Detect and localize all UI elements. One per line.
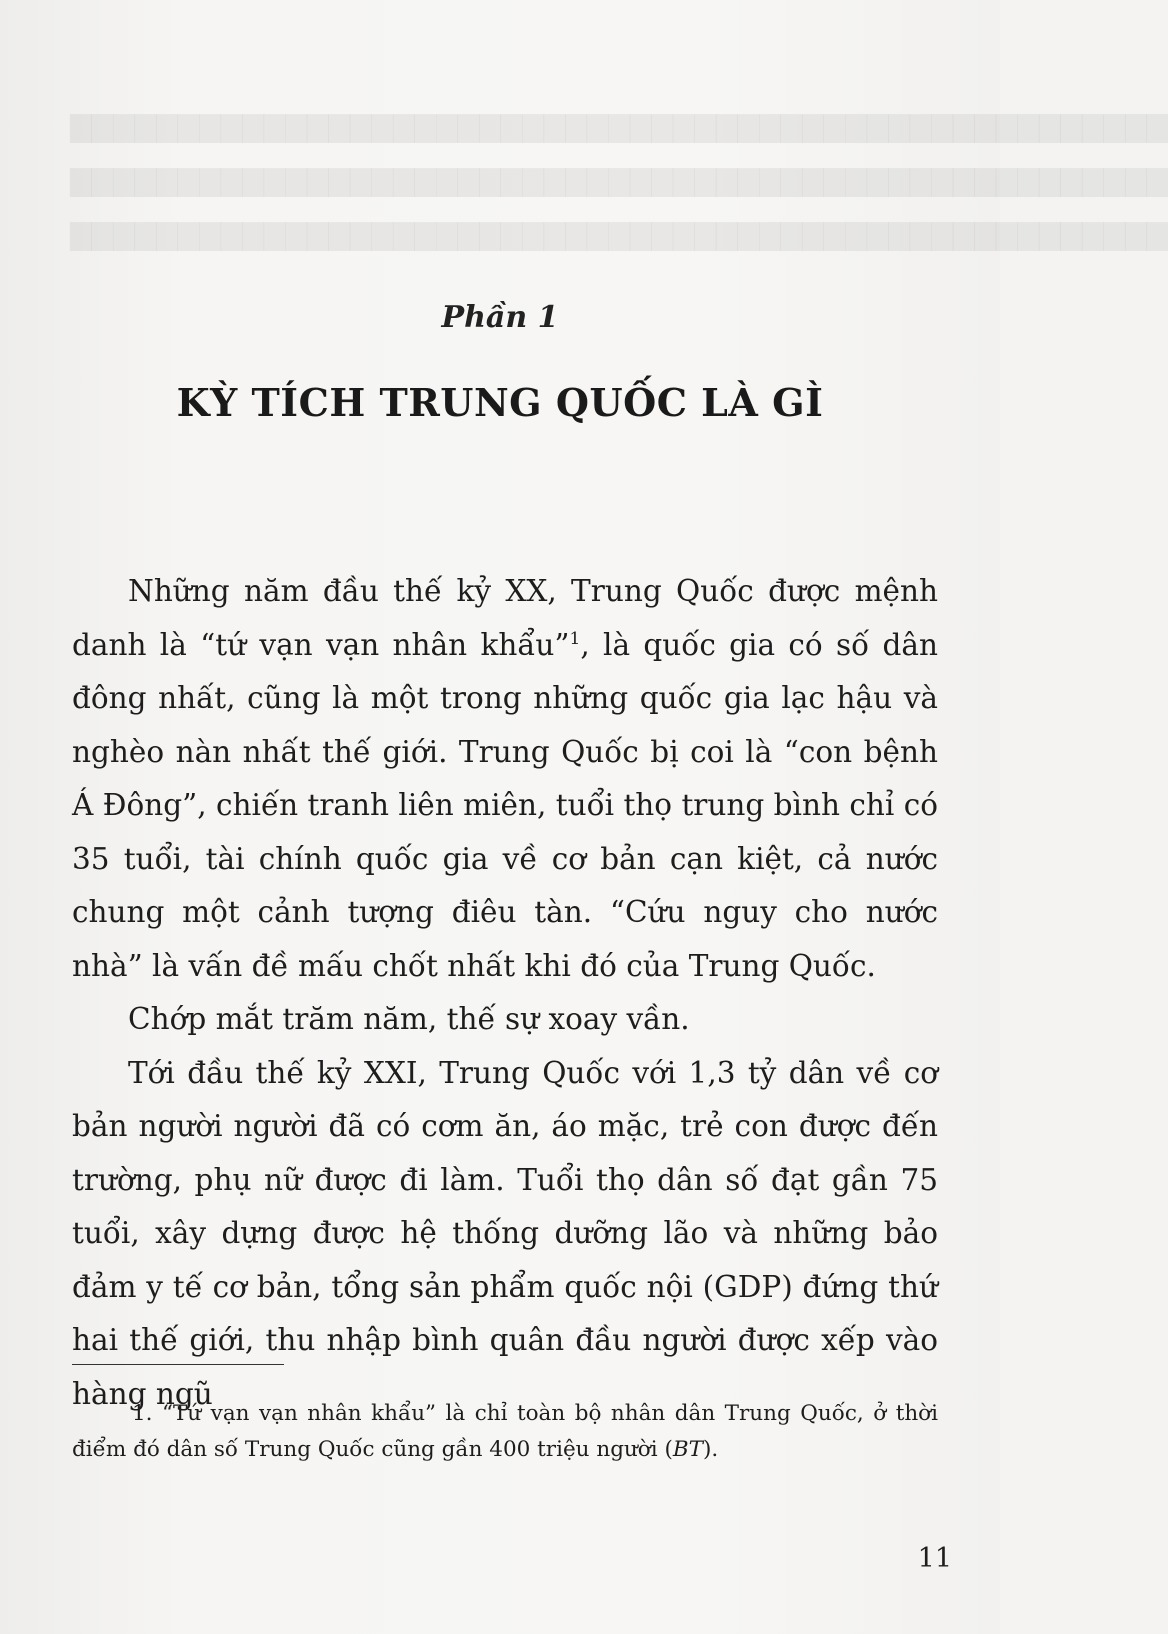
paragraph: Tới đầu thế kỷ XXI, Trung Quốc với 1,3 tỷ dân về cơ bản người người đã có cơm ăn, áo mặc, trẻ con được đến trường, phụ nữ được đi làm. Tuổi thọ dân số đạt gần 75 tuổi, xây dựng được hệ thống dưỡng lão và những bảo đảm y tế cơ bản, tổng sản phẩm quốc nội (GDP) đứng thứ hai thế giới, thu nhập bình quân đầu người được xếp vào hàng ngũ [72, 1055, 938, 1411]
paragraph [72, 565, 938, 993]
bleed-through-texture: ▇▇▇▇▇▇▇▇▇▇▇▇▇▇▇▇▇▇▇▇▇▇▇▇▇▇▇▇▇▇▇▇▇▇▇▇▇▇▇▇▇▇▇▇▇▇▇▇▇▇▇ [70, 110, 1168, 143]
footnote-marker[interactable]: 1 [569, 628, 581, 649]
bleed-through-texture: ▇▇▇▇▇▇▇▇▇▇▇▇▇▇▇▇▇▇▇▇▇▇▇▇▇▇▇▇▇▇▇▇▇▇▇▇▇▇▇▇▇▇▇▇▇▇▇▇▇▇▇ [70, 164, 1168, 197]
bleed-through-texture: ▇▇▇▇▇▇▇▇▇▇▇▇▇▇▇▇▇▇▇▇▇▇▇▇▇▇▇▇▇▇▇▇▇▇▇▇▇▇▇▇▇▇▇▇▇▇▇▇▇▇▇ [70, 218, 1168, 251]
footnote-source: BT [672, 1437, 703, 1462]
footnote-text: 1. “Tứ vạn vạn nhân khẩu” là chỉ toàn bộ nhân dân Trung Quốc, ở thời điểm đó dân số Trung Quốc cũng gần 400 triệu người ( [72, 1401, 938, 1462]
footnote-divider [72, 1364, 284, 1365]
part-label: Phần 1 [441, 300, 559, 335]
footnote-end: ). [703, 1437, 719, 1462]
body-text [72, 565, 938, 1421]
page-number: 11 [917, 1543, 952, 1574]
footnote [72, 1396, 938, 1468]
paragraph: Chớp mắt trăm năm, thế sự xoay vần. [128, 1002, 690, 1036]
paragraph-text: , là quốc gia có số dân đông nhất, cũng là một trong những quốc gia lạc hậu và nghèo nàn nhất thế giới. Trung Quốc bị coi là “con bệnh Á Đông”, chiến tranh liên miên, tuổi thọ trung bình chỉ có 35 tuổi, tài chính quốc gia về cơ bản cạn kiệt, cả nước chung một cảnh tượng điêu tàn. “Cứu nguy cho nước nhà” là vấn đề mấu chốt nhất khi đó của Trung Quốc. [72, 627, 938, 983]
paragraph-text: Những năm đầu thế kỷ XX, Trung Quốc được mệnh danh là “tứ vạn vạn nhân khẩu” [72, 574, 938, 662]
chapter-title: KỲ TÍCH TRUNG QUỐC LÀ GÌ [176, 380, 824, 425]
